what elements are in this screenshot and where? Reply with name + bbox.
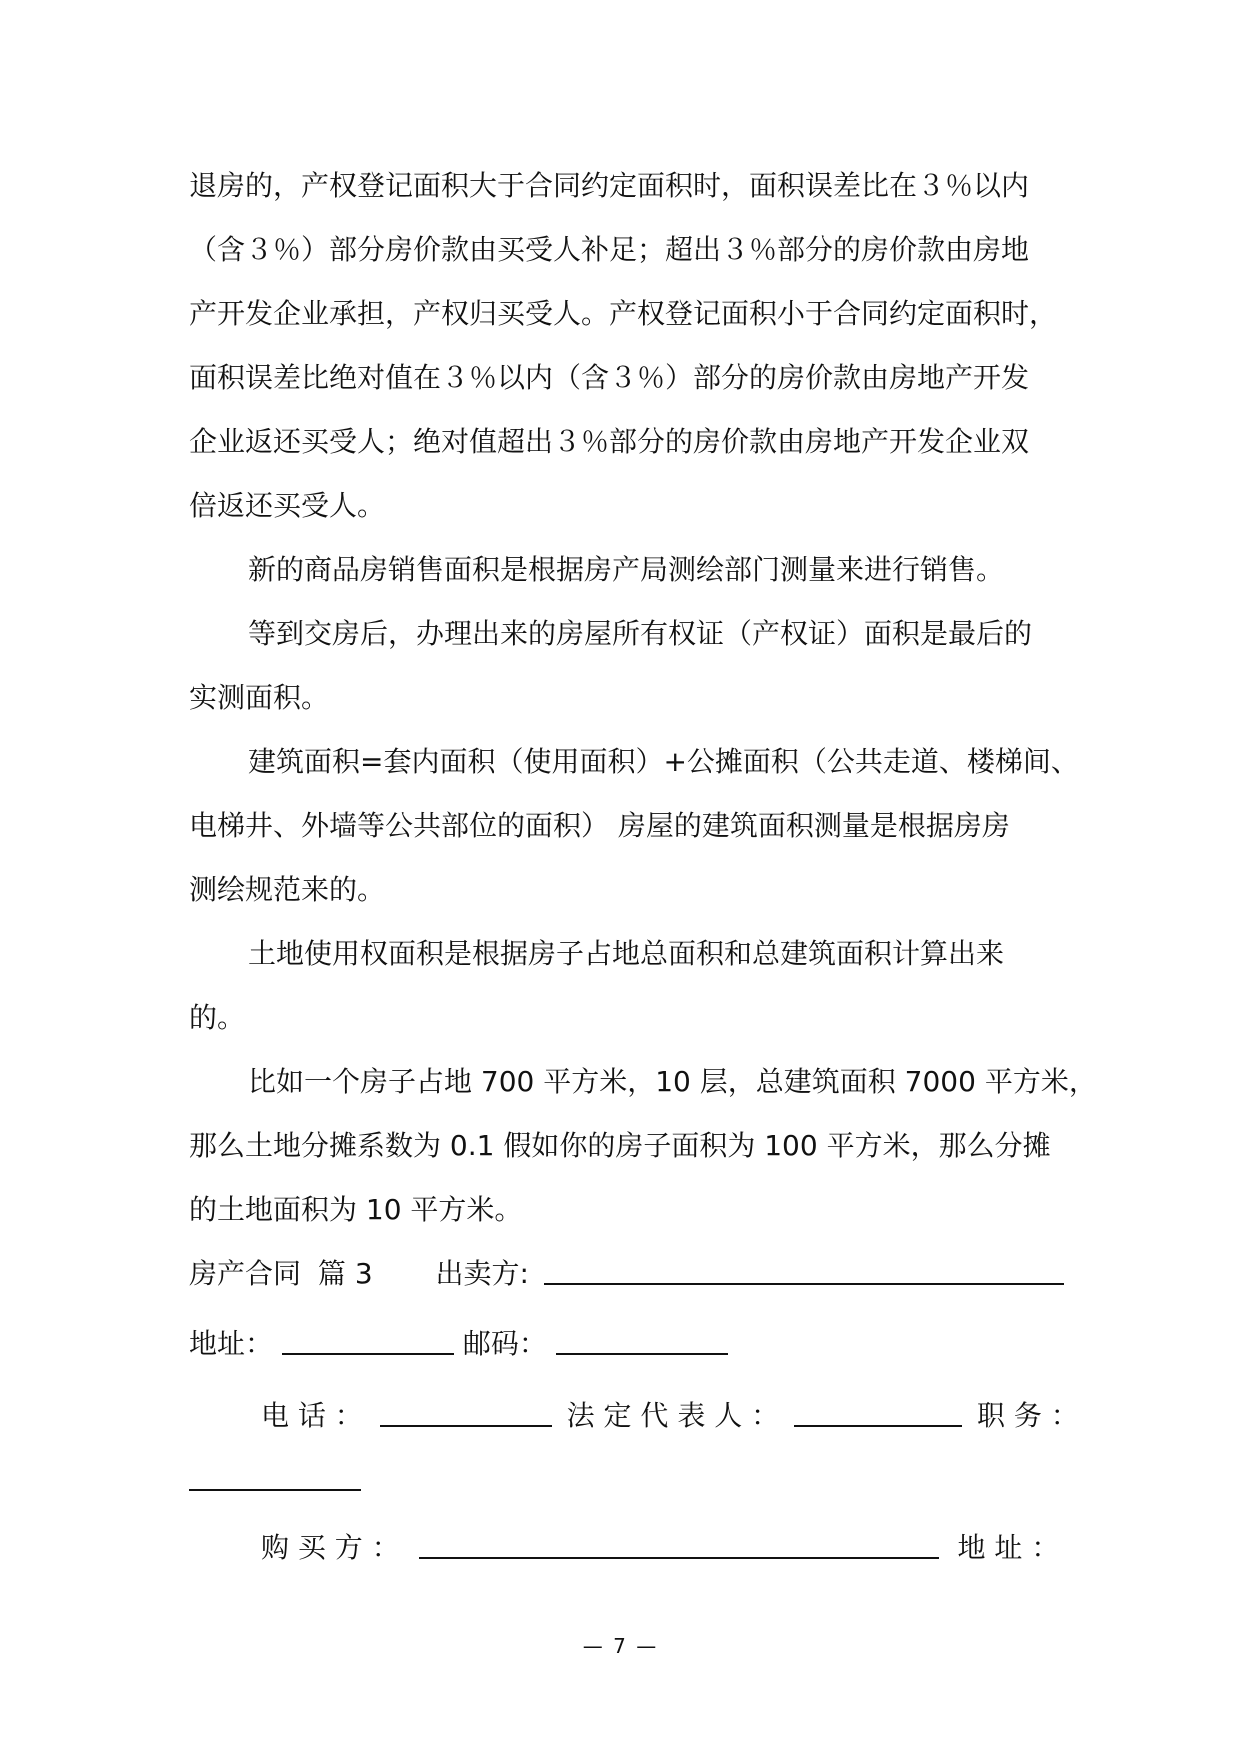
buyer-label: 购 买 方 ： <box>261 1531 400 1564</box>
body-text-line: 实测面积。 <box>189 681 330 714</box>
seller-line <box>189 1254 1064 1294</box>
phone-label: 电 话 ： <box>261 1399 363 1432</box>
body-text-line: 新的商品房销售面积是根据房产局测绘部门测量来进行销售。 <box>248 553 1005 586</box>
legal-rep-label: 法 定 代 表 人 ： <box>566 1399 780 1432</box>
buyer-line <box>261 1528 1059 1568</box>
body-text-line: 倍返还买受人。 <box>189 489 386 522</box>
body-text-line: 那么土地分摊系数为 0.1 假如你的房子面积为 100 平方米，那么分摊 <box>189 1129 1051 1162</box>
body-text-line: 的。 <box>189 1001 246 1034</box>
buyer-blank[interactable] <box>419 1529 939 1559</box>
body-text-line: 土地使用权面积是根据房子占地总面积和总建筑面积计算出来 <box>248 937 1005 970</box>
section-title: 房产合同 <box>189 1257 302 1290</box>
postcode-blank[interactable] <box>556 1325 728 1355</box>
phone-blank[interactable] <box>380 1397 552 1427</box>
contact-line <box>261 1396 1079 1436</box>
position-blank[interactable] <box>189 1461 361 1491</box>
body-text-line: 比如一个房子占地 700 平方米，10 层，总建筑面积 7000 平方米， <box>248 1065 1097 1098</box>
address-line <box>189 1324 728 1364</box>
section-number: 篇 3 <box>317 1257 373 1290</box>
legal-rep-blank[interactable] <box>794 1397 962 1427</box>
address-label: 地址： <box>189 1327 274 1360</box>
body-text-line: （含３％）部分房价款由买受人补足；超出３％部分的房价款由房地 <box>189 233 1030 266</box>
address-blank[interactable] <box>282 1325 454 1355</box>
seller-label: 出卖方: <box>435 1257 529 1290</box>
buyer-address-label: 地 址 ： <box>957 1531 1060 1564</box>
body-text-line: 电梯井、外墙等公共部位的面积） 房屋的建筑面积测量是根据房房 <box>189 809 1010 842</box>
body-text-line: 测绘规范来的。 <box>189 873 386 906</box>
position-blank-line <box>189 1460 361 1500</box>
position-label: 职 务 ： <box>976 1399 1079 1432</box>
postcode-label: 邮码： <box>462 1327 547 1360</box>
body-text-line: 面积误差比绝对值在３％以内（含３％）部分的房价款由房地产开发 <box>189 361 1030 394</box>
body-text-line: 退房的，产权登记面积大于合同约定面积时，面积误差比在３％以内 <box>189 169 1030 202</box>
page-number: — 7 — <box>582 1634 659 1658</box>
body-text-line: 建筑面积=套内面积（使用面积）+公摊面积（公共走道、楼梯间、 <box>248 745 1079 778</box>
body-text-line: 企业返还买受人；绝对值超出３％部分的房价款由房地产开发企业双 <box>189 425 1030 458</box>
body-text-line: 等到交房后，办理出来的房屋所有权证（产权证）面积是最后的 <box>248 617 1033 650</box>
body-text-line: 产开发企业承担，产权归买受人。产权登记面积小于合同约定面积时， <box>189 297 1058 330</box>
body-text-line: 的土地面积为 10 平方米。 <box>189 1193 523 1226</box>
seller-blank[interactable] <box>544 1255 1064 1285</box>
